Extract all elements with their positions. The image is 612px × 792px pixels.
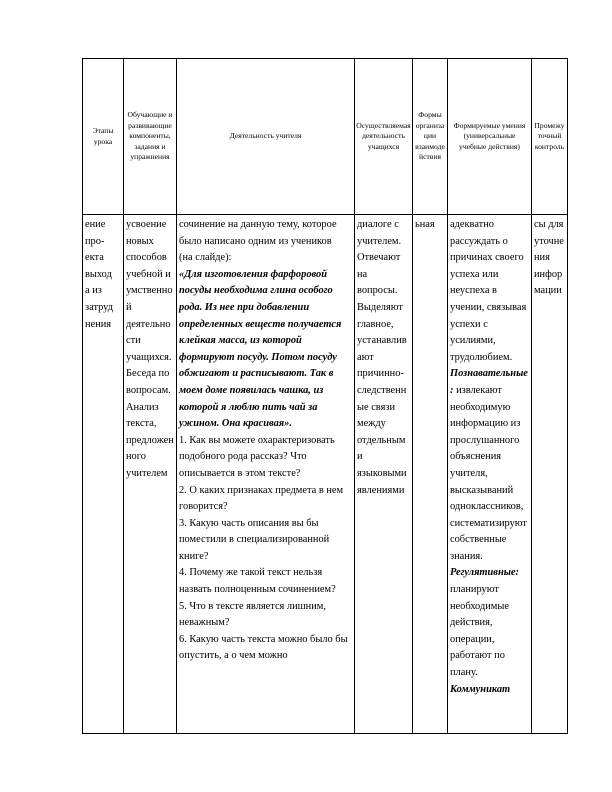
teacher-quote: «Для изготовления фарфоровой посуды необходима глина особого рода. Из нее при добавлении определенных веществ получается клейкая масса, из которой формируют посуду. Потом посуду обжигают и расписывают. Так в моем доме появилась чашка, из которой я люблю пить чай за ужином. Она красивая».	[179, 268, 342, 430]
header-stage: Этапы урока	[83, 59, 124, 215]
header-control: Промежуточный контроль	[532, 59, 568, 215]
header-content: Обучающие и развивающие компоненты, задания и упражнения	[124, 59, 177, 215]
skills-label-cognitive: Познавательные:	[450, 368, 528, 396]
table-header-row	[83, 59, 568, 215]
cell-control: сы для уточнения информации	[532, 215, 568, 734]
header-teacher: Деятельность учителя	[177, 59, 355, 215]
teacher-question: 4. Почему же такой текст нельзя назвать полноценным сочинением?	[179, 567, 336, 596]
header-student: Осуществляемая деятельность учащихся	[355, 59, 413, 215]
teacher-question: 1. Как вы можете охарактеризовать подобного рода рассказ? Что описывается в этом тексте?	[179, 434, 335, 479]
cell-skills	[448, 215, 532, 734]
teacher-question: 3. Какую часть описания вы бы поместили в специализированной книге?	[179, 517, 330, 562]
teacher-question: 6. Какую часть текста можно было бы опустить, а о чем можно	[179, 633, 348, 662]
skills-cognitive: извлекают необходимую информацию из прослушанного объяснения учителя, высказываний одноклассников, систематизируют собственные знания.	[450, 384, 527, 562]
teacher-question: 2. О каких признаках предмета в нем говорится?	[179, 484, 344, 513]
header-skills: Формируемые умения (универсальные учебные действия)	[448, 59, 532, 215]
skills-regulatory: планируют необходимые действия, операции, работают по плану.	[450, 584, 509, 679]
teacher-intro: сочинение на данную тему, которое было написано одним из учеников (на слайде):	[179, 219, 337, 264]
cell-content: усвоение новых способов учебной и умственной деятельности учащихся. Беседа по вопросам. Анализ текста, предложенного учителем	[124, 215, 177, 734]
lesson-plan-table	[82, 58, 568, 734]
table-row	[83, 215, 568, 734]
cell-forms: ьная	[413, 215, 448, 734]
skills-label-regulatory: Регулятивные:	[450, 567, 519, 579]
cell-stage: ение про- екта выход а из затруд нения	[83, 215, 124, 734]
cell-student: диалоге с учителем. Отвечают на вопросы. Выделяют главное, устанавливают причинно-следственные связи между отдельными языковыми явлениями	[355, 215, 413, 734]
teacher-question: 5. Что в тексте является лишним, неважным?	[179, 600, 326, 629]
header-forms: Формы организации взаимодействия	[413, 59, 448, 215]
skills-personal: адекватно рассуждать о причинах своего успеха или неуспеха в учении, связывая успехи с усилиями, трудолюбием.	[450, 219, 527, 363]
cell-teacher	[177, 215, 355, 734]
skills-label-communicative: Коммуникат	[450, 683, 511, 695]
